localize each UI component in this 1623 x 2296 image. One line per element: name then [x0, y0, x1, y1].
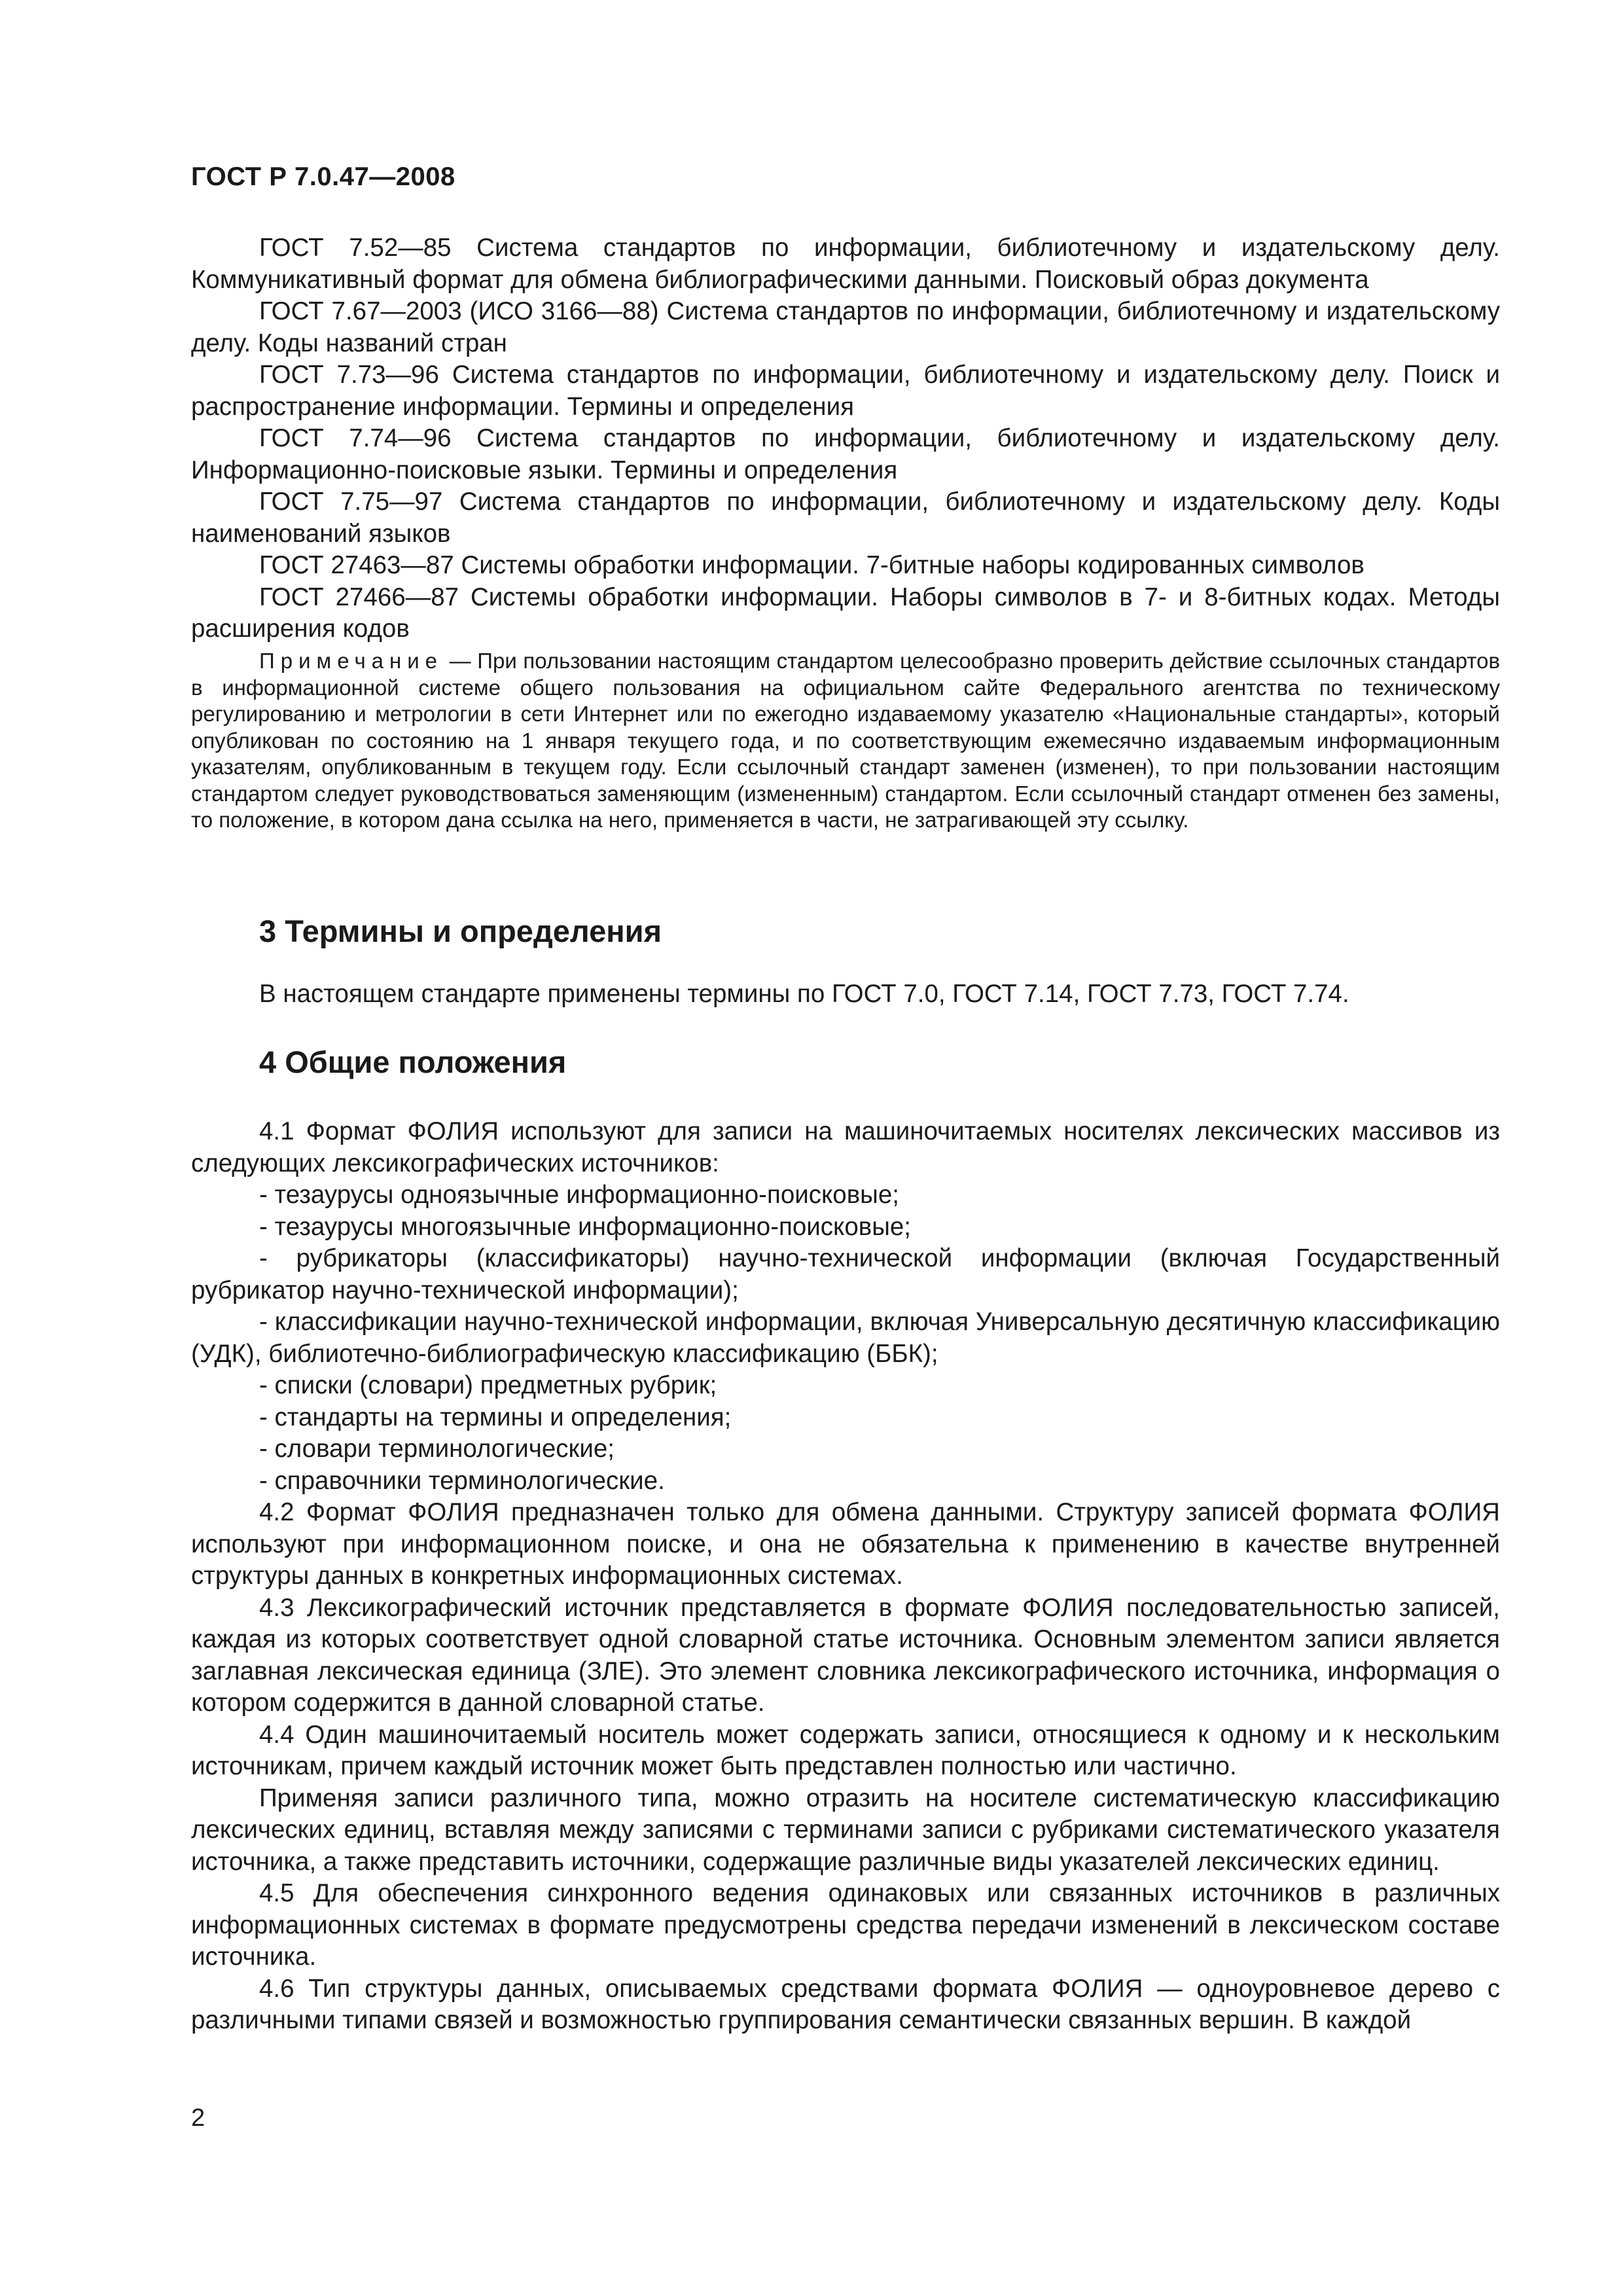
list-item: - тезаурусы многоязычные информационно-поисковые; [259, 1212, 911, 1241]
note-lead: Примечание [259, 649, 444, 673]
list-item: - классификации научно-технической информации, включая Универсальную десятичную классификацию (УДК), библиотечно-библиографическую классификацию (ББК); [191, 1308, 1500, 1368]
reference-item: ГОСТ 7.74—96 Система стандартов по информации, библиотечному и издательскому делу. Информационно-поисковые языки. Термины и определения [191, 424, 1500, 484]
list-item: - списки (словари) предметных рубрик; [259, 1371, 717, 1399]
note-text: — При пользовании настоящим стандартом целесообразно проверить действие ссылочных стандартов в информационной системе общего пользования на официальном сайте Федерального агентства по техническому регулированию и метрологии в сети Интернет или по ежегодно издаваемому указателю «Национальные стандарты», который опубликован по состоянию на 1 января текущего года, и по соответствующим ежемесячно издаваемым информационным указателям, опубликованным в текущем году. Если ссылочный стандарт заменен (изменен), то при пользовании настоящим стандартом следует руководствоваться заменяющим (измененным) стандартом. Если ссылочный стандарт отменен без замены, то положение, в котором дана ссылка на него, применяется в части, не затрагивающей эту ссылку. [191, 649, 1500, 832]
reference-item: ГОСТ 7.75—97 Система стандартов по информации, библиотечному и издательскому делу. Коды наименований языков [191, 488, 1500, 548]
reference-item: ГОСТ 7.52—85 Система стандартов по информации, библиотечному и издательскому делу. Коммуникативный формат для обмена библиографическими данными. Поисковый образ документа [191, 234, 1500, 294]
list-item: - словари терминологические; [259, 1435, 615, 1463]
reference-item: ГОСТ 27466—87 Системы обработки информации. Наборы символов в 7- и 8-битных кодах. Методы расширения кодов [191, 583, 1500, 643]
paragraph-4-1: 4.1 Формат ФОЛИЯ используют для записи на машиночитаемых носителях лексических массивов из следующих лексикографических источников: [191, 1117, 1500, 1177]
section-4-body [191, 1116, 1500, 2037]
paragraph-4-4-continued: Применяя записи различного типа, можно отразить на носителе систематическую классификацию лексических единиц, вставляя между записями с терминами записи с рубриками систематического указателя источника, а также представить источники, содержащие различные виды указателей лексических единиц. [191, 1784, 1500, 1876]
note-paragraph [191, 648, 1500, 834]
paragraph-4-5: 4.5 Для обеспечения синхронного ведения одинаковых или связанных источников в различных информационных системах в формате предусмотрены средства передачи изменений в лексическом составе источника. [191, 1879, 1500, 1971]
paragraph-4-2: 4.2 Формат ФОЛИЯ предназначен только для обмена данными. Структуру записей формата ФОЛИЯ используют при информационном поиске, и она не обязательна к применению в качестве внутренней структуры данных в конкретных информационных системах. [191, 1498, 1500, 1590]
section-3-text: В настоящем стандарте применены термины по ГОСТ 7.0, ГОСТ 7.14, ГОСТ 7.73, ГОСТ 7.74. [259, 980, 1349, 1008]
document-header: ГОСТ Р 7.0.47—2008 [191, 162, 455, 191]
reference-item: ГОСТ 7.67—2003 (ИСО 3166—88) Система стандартов по информации, библиотечному и издательскому делу. Коды названий стран [191, 297, 1500, 357]
normative-references [191, 232, 1500, 645]
list-item: - справочники терминологические. [259, 1466, 665, 1495]
section-3-title: 3 Термины и определения [259, 914, 662, 948]
list-item: - стандарты на термины и определения; [259, 1403, 732, 1431]
reference-item: ГОСТ 27463—87 Системы обработки информации. 7-битные наборы кодированных символов [259, 551, 1364, 579]
section-4-title: 4 Общие положения [259, 1045, 567, 1079]
list-item: - рубрикаторы (классификаторы) научно-технической информации (включая Государственный рубрикатор научно-технической информации); [191, 1244, 1500, 1304]
reference-item: ГОСТ 7.73—96 Система стандартов по информации, библиотечному и издательскому делу. Поиск и распространение информации. Термины и определения [191, 361, 1500, 421]
list-item: - тезаурусы одноязычные информационно-поисковые; [259, 1181, 899, 1209]
paragraph-4-4: 4.4 Один машиночитаемый носитель может содержать записи, относящиеся к одному и к нескольким источникам, причем каждый источник может быть представлен полностью или частично. [191, 1720, 1500, 1780]
section-3-body [191, 978, 1500, 1011]
page-number: 2 [191, 2104, 205, 2132]
paragraph-4-6: 4.6 Тип структуры данных, описываемых средствами формата ФОЛИЯ — одноуровневое дерево с различными типами связей и возможностью группирования семантически связанных вершин. В каждой [191, 1974, 1500, 2034]
paragraph-4-3: 4.3 Лексикографический источник представляется в формате ФОЛИЯ последовательностью записей, каждая из которых соответствует одной словарной статье источника. Основным элементом записи является заглавная лексическая единица (ЗЛЕ). Это элемент словника лексикографического источника, информация о котором содержится в данной словарной статье. [191, 1593, 1500, 1717]
